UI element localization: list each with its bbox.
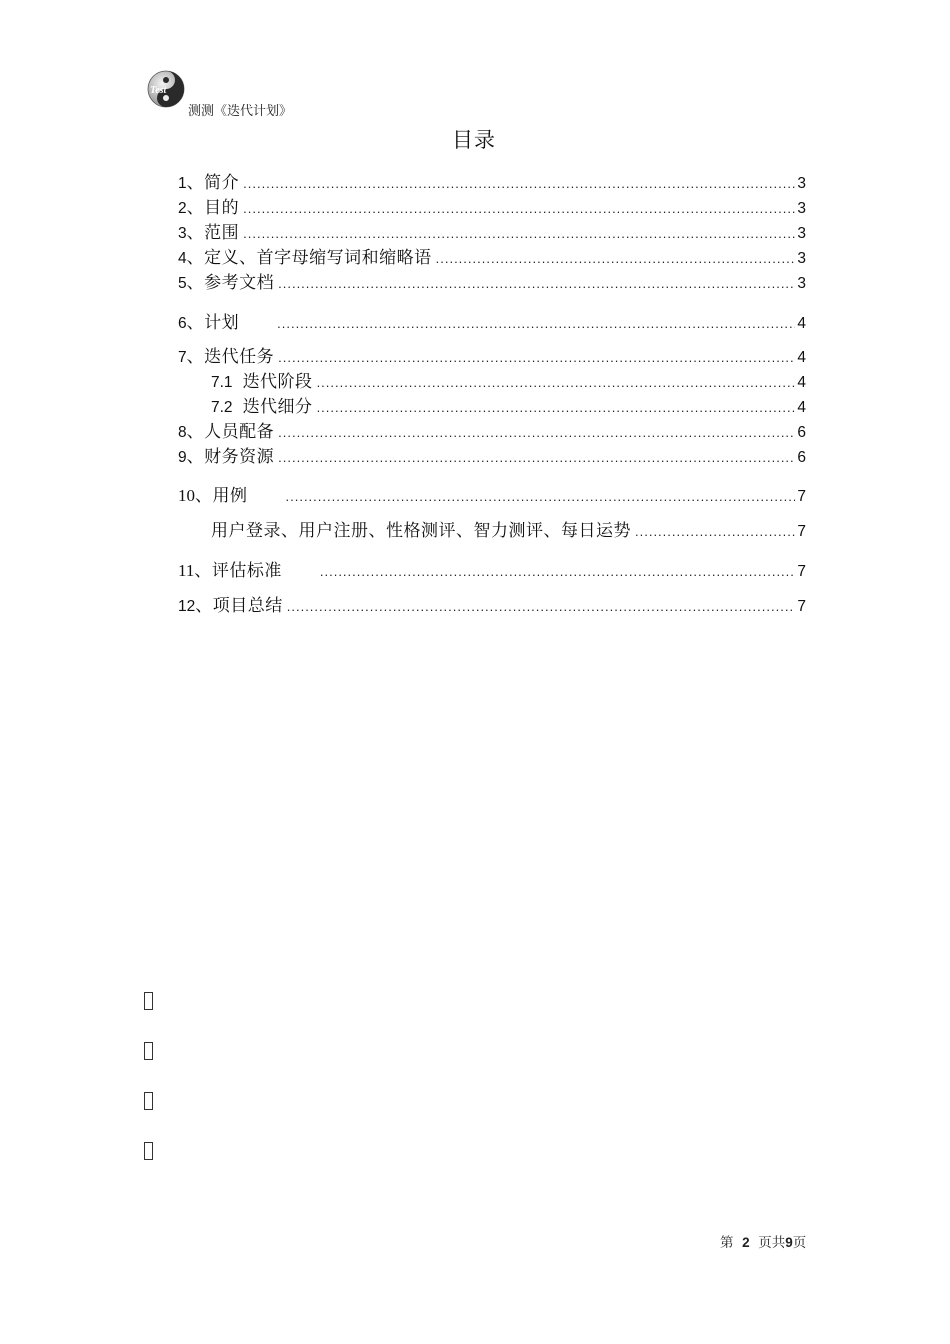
dot-leader	[278, 276, 795, 291]
toc-subentry[interactable]	[211, 367, 806, 392]
dot-leader	[317, 400, 796, 415]
toc-title	[0, 124, 950, 154]
toc-entry-number: 8	[178, 424, 187, 441]
toc-entry[interactable]	[178, 243, 806, 268]
toc-entry[interactable]	[178, 417, 806, 442]
toc-entry-page: 7	[797, 523, 806, 540]
dot-leader	[635, 524, 795, 539]
dot-leader	[277, 316, 795, 331]
dot-leader	[278, 425, 795, 440]
footer-total-pages: 9	[785, 1235, 793, 1250]
logo-text: Test	[150, 85, 167, 96]
toc-entry-page: 3	[797, 175, 806, 192]
toc-entry-number: 5	[178, 275, 187, 292]
toc-entry-page: 3	[797, 225, 806, 242]
footer-suffix: 页	[792, 1235, 807, 1251]
toc-entry-page: 7	[797, 488, 806, 505]
toc-entry-number: 7.1	[211, 374, 233, 391]
toc-entry-label: 迭代阶段	[242, 372, 313, 392]
toc-entry-number: 3	[178, 225, 187, 242]
toc-entry-label: 用户登录、用户注册、性格测评、智力测评、每日运势	[211, 521, 631, 541]
toc-entry[interactable]	[178, 591, 806, 616]
toc-entry-number: 10	[178, 486, 195, 505]
toc-entry-number: 1	[178, 175, 187, 192]
toc-entry-label: 、迭代任务	[186, 347, 275, 367]
footer-prefix: 第	[720, 1235, 734, 1251]
footer-current-page: 2	[742, 1235, 750, 1250]
toc-entry-label: 、用例	[195, 486, 248, 506]
toc-entry-label: 、简介	[186, 173, 240, 193]
toc-entry-page: 7	[797, 563, 806, 580]
toc-entry-label: 、财务资源	[186, 447, 275, 467]
toc-entry-page: 3	[797, 275, 806, 292]
toc-entry[interactable]	[178, 168, 806, 193]
toc-entry-number: 9	[178, 449, 187, 466]
toc-entry-number: 6	[178, 315, 187, 332]
toc-entry[interactable]	[178, 308, 806, 333]
toc-entry-number: 12	[178, 598, 196, 615]
toc-entry-label: 、定义、首字母缩写词和缩略语	[186, 248, 432, 268]
toc-entry-page: 4	[797, 349, 806, 366]
toc-entry-page: 6	[797, 424, 806, 441]
toc-entry[interactable]	[178, 442, 806, 467]
toc-entry-number: 7	[178, 349, 187, 366]
toc-entry-page: 4	[797, 374, 806, 391]
toc-entry-page: 4	[797, 315, 806, 332]
toc-entry[interactable]	[178, 193, 806, 218]
toc-entry-label: 、计划	[186, 313, 240, 333]
missing-glyph-icon	[144, 992, 153, 1010]
toc-subentry[interactable]	[211, 392, 806, 417]
toc-entry-label: 、评估标准	[194, 561, 282, 581]
toc-entry[interactable]	[178, 218, 806, 243]
toc-entry-label: 迭代细分	[242, 397, 313, 417]
toc-entry-label: 、人员配备	[186, 422, 275, 442]
toc-entry-number: 2	[178, 200, 187, 217]
dot-leader	[317, 375, 796, 390]
toc-entry-label: 、范围	[186, 223, 240, 243]
footer-middle: 页共	[758, 1235, 786, 1251]
toc-entry-page: 6	[797, 449, 806, 466]
toc-subentry[interactable]	[211, 516, 806, 541]
dot-leader	[243, 176, 795, 191]
toc-entry[interactable]	[178, 268, 806, 293]
toc-entry-number: 4	[178, 250, 187, 267]
dot-leader	[436, 251, 796, 266]
toc-title-text: 目录	[452, 128, 496, 152]
missing-glyph-icon	[144, 1042, 153, 1060]
dot-leader	[278, 450, 795, 465]
toc-entry[interactable]	[178, 342, 806, 367]
dot-leader	[243, 226, 795, 241]
document-title: 测测《迭代计划》	[188, 104, 293, 119]
missing-glyph-icon	[144, 1142, 153, 1160]
toc-entry-label: 、项目总结	[195, 596, 283, 616]
toc-entry-page: 3	[797, 200, 806, 217]
toc-entry-number: 7.2	[211, 399, 233, 416]
dot-leader	[286, 489, 796, 504]
toc-entry[interactable]	[178, 556, 806, 581]
dot-leader	[320, 564, 796, 579]
toc-entry-page: 7	[797, 598, 806, 615]
dot-leader	[243, 201, 795, 216]
dot-leader	[287, 599, 796, 614]
toc-entry-page: 3	[797, 250, 806, 267]
dot-leader	[278, 350, 795, 365]
toc-entry[interactable]	[178, 481, 806, 506]
toc-entry-label: 、目的	[186, 198, 240, 218]
page-footer	[720, 1231, 806, 1251]
toc-entry-number: 11	[178, 561, 195, 580]
missing-glyph-icon	[144, 1092, 153, 1110]
toc-entry-page: 4	[797, 399, 806, 416]
toc-entry-label: 、参考文档	[186, 273, 275, 293]
